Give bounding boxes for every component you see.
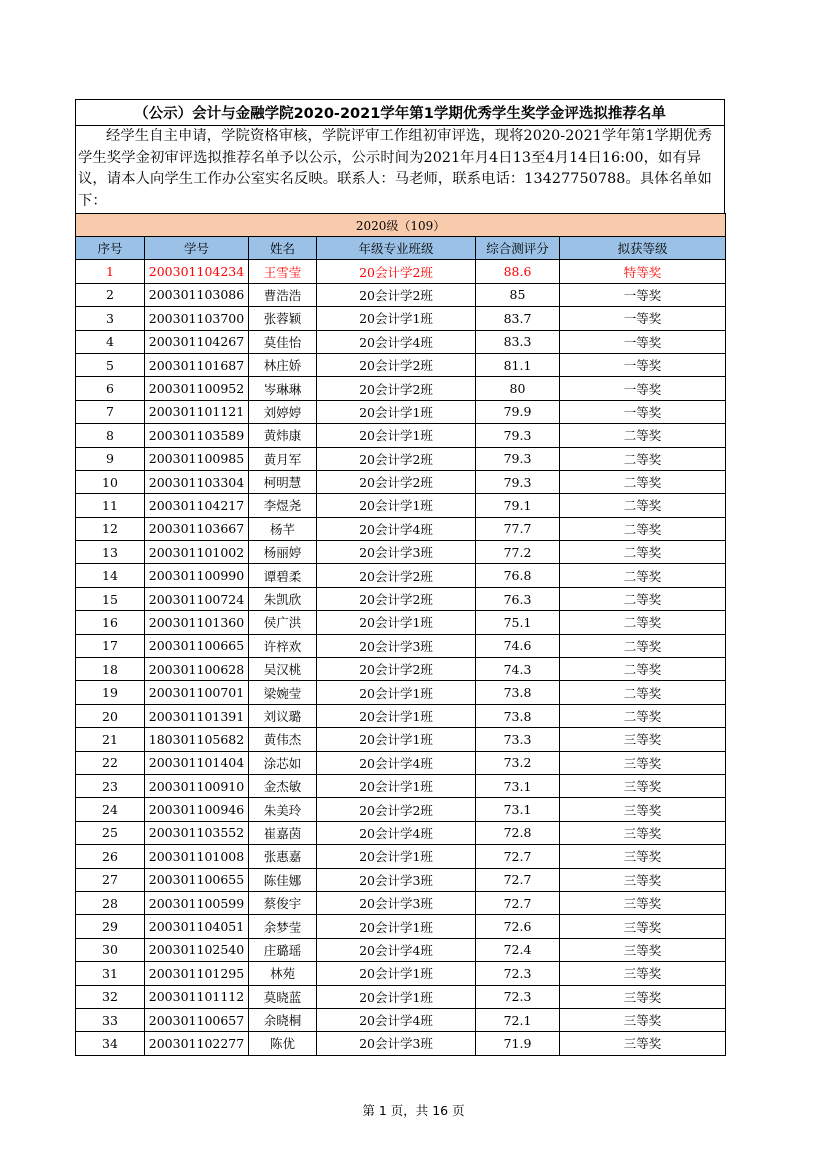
cell-award: 三等奖 [560, 962, 726, 985]
cell-class: 20会计学2班 [317, 353, 476, 376]
cell-score: 80 [476, 377, 560, 400]
cell-class: 20会计学1班 [317, 985, 476, 1008]
cell-class: 20会计学4班 [317, 751, 476, 774]
cell-name: 李煜尧 [249, 494, 317, 517]
cell-name: 余晓桐 [249, 1008, 317, 1031]
table-row [76, 774, 726, 797]
cell-score: 79.1 [476, 494, 560, 517]
cell-award: 二等奖 [560, 587, 726, 610]
cell-class: 20会计学3班 [317, 541, 476, 564]
cell-student-id: 200301104217 [145, 494, 249, 517]
cell-award: 二等奖 [560, 634, 726, 657]
cell-index: 29 [76, 915, 145, 938]
cell-name: 涂芯如 [249, 751, 317, 774]
cell-name: 张蓉颖 [249, 307, 317, 330]
cell-name: 黄炜康 [249, 424, 317, 447]
cell-student-id: 200301101404 [145, 751, 249, 774]
cell-award: 一等奖 [560, 377, 726, 400]
table-row [76, 962, 726, 985]
cell-name: 莫晓蓝 [249, 985, 317, 1008]
cell-student-id: 200301104051 [145, 915, 249, 938]
table-row [76, 470, 726, 493]
cell-class: 20会计学1班 [317, 728, 476, 751]
table-row [76, 751, 726, 774]
cell-award: 三等奖 [560, 751, 726, 774]
cell-class: 20会计学4班 [317, 1008, 476, 1031]
cell-student-id: 200301100655 [145, 868, 249, 891]
table-row [76, 658, 726, 681]
cell-class: 20会计学4班 [317, 821, 476, 844]
table-row [76, 868, 726, 891]
cell-student-id: 200301101360 [145, 611, 249, 634]
table-row [76, 915, 726, 938]
cell-student-id: 200301100990 [145, 564, 249, 587]
cell-name: 朱美玲 [249, 798, 317, 821]
cell-student-id: 200301100701 [145, 681, 249, 704]
cell-class: 20会计学4班 [317, 517, 476, 540]
table-row [76, 891, 726, 914]
cell-name: 朱凯欣 [249, 587, 317, 610]
cell-class: 20会计学3班 [317, 891, 476, 914]
cell-student-id: 200301100985 [145, 447, 249, 470]
cell-index: 3 [76, 307, 145, 330]
cell-index: 7 [76, 400, 145, 423]
table-row [76, 447, 726, 470]
table-row [76, 704, 726, 727]
cell-score: 72.8 [476, 821, 560, 844]
cell-score: 83.7 [476, 307, 560, 330]
cell-index: 24 [76, 798, 145, 821]
cell-class: 20会计学2班 [317, 470, 476, 493]
cell-award: 一等奖 [560, 353, 726, 376]
cell-award: 二等奖 [560, 517, 726, 540]
cell-award: 一等奖 [560, 330, 726, 353]
cell-class: 20会计学2班 [317, 798, 476, 821]
table-row [76, 611, 726, 634]
cell-student-id: 180301105682 [145, 728, 249, 751]
cell-student-id: 200301101121 [145, 400, 249, 423]
cell-index: 12 [76, 517, 145, 540]
cell-award: 三等奖 [560, 985, 726, 1008]
cell-award: 二等奖 [560, 704, 726, 727]
table-row [76, 283, 726, 306]
cell-student-id: 200301103667 [145, 517, 249, 540]
cell-award: 三等奖 [560, 1008, 726, 1031]
cell-index: 25 [76, 821, 145, 844]
cell-student-id: 200301104234 [145, 260, 249, 283]
cell-index: 14 [76, 564, 145, 587]
table-row [76, 681, 726, 704]
cell-class: 20会计学1班 [317, 962, 476, 985]
cell-student-id: 200301104267 [145, 330, 249, 353]
cell-award: 二等奖 [560, 447, 726, 470]
cell-student-id: 200301100910 [145, 774, 249, 797]
table-row [76, 1008, 726, 1031]
cell-award: 三等奖 [560, 1032, 726, 1055]
cell-index: 6 [76, 377, 145, 400]
cell-class: 20会计学1班 [317, 845, 476, 868]
cell-award: 一等奖 [560, 400, 726, 423]
table-row [76, 798, 726, 821]
cell-name: 陈优 [249, 1032, 317, 1055]
cell-class: 20会计学2班 [317, 283, 476, 306]
cell-index: 32 [76, 985, 145, 1008]
cell-index: 33 [76, 1008, 145, 1031]
cell-score: 72.7 [476, 891, 560, 914]
cell-score: 72.3 [476, 962, 560, 985]
cell-class: 20会计学4班 [317, 938, 476, 961]
cell-class: 20会计学3班 [317, 868, 476, 891]
cell-class: 20会计学2班 [317, 564, 476, 587]
cell-name: 梁婉莹 [249, 681, 317, 704]
cell-index: 16 [76, 611, 145, 634]
cell-index: 17 [76, 634, 145, 657]
cell-award: 三等奖 [560, 728, 726, 751]
cell-class: 20会计学1班 [317, 307, 476, 330]
cell-score: 79.9 [476, 400, 560, 423]
cell-score: 72.6 [476, 915, 560, 938]
cell-score: 74.3 [476, 658, 560, 681]
cell-score: 73.1 [476, 774, 560, 797]
cell-award: 二等奖 [560, 564, 726, 587]
cell-score: 77.7 [476, 517, 560, 540]
page-footer: 第 1 页，共 16 页 [362, 1103, 465, 1118]
cell-index: 34 [76, 1032, 145, 1055]
cell-student-id: 200301100628 [145, 658, 249, 681]
cell-award: 二等奖 [560, 424, 726, 447]
cell-index: 13 [76, 541, 145, 564]
table-row [76, 517, 726, 540]
cell-class: 20会计学1班 [317, 494, 476, 517]
cell-name: 侯广洪 [249, 611, 317, 634]
cell-class: 20会计学3班 [317, 634, 476, 657]
cell-student-id: 200301101295 [145, 962, 249, 985]
cell-name: 莫佳怡 [249, 330, 317, 353]
table-row [76, 424, 726, 447]
cell-score: 76.3 [476, 587, 560, 610]
column-header-student-id: 学号 [145, 237, 249, 260]
cell-student-id: 200301101008 [145, 845, 249, 868]
cell-score: 72.3 [476, 985, 560, 1008]
cell-score: 72.4 [476, 938, 560, 961]
cell-index: 31 [76, 962, 145, 985]
cell-class: 20会计学1班 [317, 704, 476, 727]
cell-name: 蔡俊宇 [249, 891, 317, 914]
cell-index: 1 [76, 260, 145, 283]
cell-index: 15 [76, 587, 145, 610]
cell-student-id: 200301103304 [145, 470, 249, 493]
document-title: （公示）会计与金融学院2020-2021学年第1学期优秀学生奖学金评选拟推荐名单 [75, 99, 725, 126]
cell-score: 73.3 [476, 728, 560, 751]
table-row [76, 494, 726, 517]
cell-award: 三等奖 [560, 821, 726, 844]
cell-award: 三等奖 [560, 774, 726, 797]
cell-name: 陈佳娜 [249, 868, 317, 891]
grade-group-row [76, 214, 726, 237]
table-header-row [76, 237, 726, 260]
cell-index: 2 [76, 283, 145, 306]
cell-student-id: 200301100665 [145, 634, 249, 657]
table-row [76, 260, 726, 283]
cell-class: 20会计学1班 [317, 681, 476, 704]
column-header-name: 姓名 [249, 237, 317, 260]
cell-index: 28 [76, 891, 145, 914]
cell-student-id: 200301103552 [145, 821, 249, 844]
cell-award: 三等奖 [560, 845, 726, 868]
table-row [76, 728, 726, 751]
cell-student-id: 200301102277 [145, 1032, 249, 1055]
cell-score: 83.3 [476, 330, 560, 353]
cell-score: 71.9 [476, 1032, 560, 1055]
cell-index: 26 [76, 845, 145, 868]
cell-award: 三等奖 [560, 798, 726, 821]
table-row [76, 353, 726, 376]
cell-student-id: 200301101002 [145, 541, 249, 564]
table-row [76, 400, 726, 423]
cell-index: 10 [76, 470, 145, 493]
table-row [76, 1032, 726, 1055]
table-row [76, 564, 726, 587]
cell-award: 二等奖 [560, 658, 726, 681]
cell-index: 30 [76, 938, 145, 961]
cell-index: 11 [76, 494, 145, 517]
cell-student-id: 200301100599 [145, 891, 249, 914]
table-row [76, 307, 726, 330]
cell-score: 81.1 [476, 353, 560, 376]
cell-name: 刘婷婷 [249, 400, 317, 423]
cell-index: 8 [76, 424, 145, 447]
cell-index: 5 [76, 353, 145, 376]
cell-name: 曹浩浩 [249, 283, 317, 306]
cell-score: 74.6 [476, 634, 560, 657]
cell-score: 72.7 [476, 868, 560, 891]
cell-award: 二等奖 [560, 681, 726, 704]
table-row [76, 377, 726, 400]
cell-index: 27 [76, 868, 145, 891]
cell-student-id: 200301101391 [145, 704, 249, 727]
cell-score: 79.3 [476, 447, 560, 470]
cell-student-id: 200301101687 [145, 353, 249, 376]
cell-index: 21 [76, 728, 145, 751]
cell-award: 三等奖 [560, 915, 726, 938]
cell-index: 20 [76, 704, 145, 727]
cell-score: 73.8 [476, 704, 560, 727]
recommendation-table [75, 213, 726, 1056]
cell-name: 杨丽婷 [249, 541, 317, 564]
cell-class: 20会计学2班 [317, 260, 476, 283]
cell-score: 85 [476, 283, 560, 306]
cell-student-id: 200301100657 [145, 1008, 249, 1031]
table-row [76, 634, 726, 657]
cell-score: 77.2 [476, 541, 560, 564]
cell-student-id: 200301100952 [145, 377, 249, 400]
cell-name: 王雪莹 [249, 260, 317, 283]
column-header-score: 综合测评分 [476, 237, 560, 260]
cell-class: 20会计学4班 [317, 330, 476, 353]
column-header-class: 年级专业班级 [317, 237, 476, 260]
cell-name: 吴汉桃 [249, 658, 317, 681]
column-header-index: 序号 [76, 237, 145, 260]
cell-award: 二等奖 [560, 611, 726, 634]
notice-paragraph: 经学生自主申请，学院资格审核，学院评审工作组初审评选，现将2020-2021学年第1学期优秀学生奖学金初审评选拟推荐名单予以公示，公示时间为2021年月4日13至4月14日16:00，如有异议，请本人向学生工作办公室实名反映。联系人：马老师，联系电话：13427750788。具体名单如下： [75, 126, 725, 213]
cell-score: 79.3 [476, 424, 560, 447]
cell-index: 9 [76, 447, 145, 470]
cell-name: 黄月军 [249, 447, 317, 470]
table-row [76, 845, 726, 868]
cell-award: 特等奖 [560, 260, 726, 283]
cell-index: 22 [76, 751, 145, 774]
cell-score: 88.6 [476, 260, 560, 283]
cell-name: 林苑 [249, 962, 317, 985]
cell-student-id: 200301101112 [145, 985, 249, 1008]
cell-name: 林庄娇 [249, 353, 317, 376]
cell-index: 4 [76, 330, 145, 353]
cell-name: 刘议璐 [249, 704, 317, 727]
column-header-award: 拟获等级 [560, 237, 726, 260]
cell-class: 20会计学2班 [317, 658, 476, 681]
cell-score: 72.7 [476, 845, 560, 868]
cell-name: 金杰敏 [249, 774, 317, 797]
cell-award: 二等奖 [560, 470, 726, 493]
cell-score: 76.8 [476, 564, 560, 587]
cell-name: 谭碧柔 [249, 564, 317, 587]
cell-student-id: 200301103700 [145, 307, 249, 330]
cell-score: 73.2 [476, 751, 560, 774]
cell-class: 20会计学1班 [317, 611, 476, 634]
cell-award: 一等奖 [560, 307, 726, 330]
cell-index: 19 [76, 681, 145, 704]
cell-award: 二等奖 [560, 494, 726, 517]
cell-award: 三等奖 [560, 868, 726, 891]
cell-award: 三等奖 [560, 938, 726, 961]
cell-class: 20会计学2班 [317, 587, 476, 610]
cell-student-id: 200301100946 [145, 798, 249, 821]
cell-name: 张惠嘉 [249, 845, 317, 868]
table-row [76, 587, 726, 610]
cell-student-id: 200301100724 [145, 587, 249, 610]
cell-award: 三等奖 [560, 891, 726, 914]
scholarship-sheet [75, 99, 724, 1056]
cell-index: 23 [76, 774, 145, 797]
cell-score: 73.8 [476, 681, 560, 704]
cell-class: 20会计学1班 [317, 915, 476, 938]
cell-score: 79.3 [476, 470, 560, 493]
cell-name: 杨芊 [249, 517, 317, 540]
grade-group-label: 2020级（109） [76, 214, 726, 237]
cell-class: 20会计学1班 [317, 774, 476, 797]
cell-class: 20会计学1班 [317, 400, 476, 423]
cell-student-id: 200301103086 [145, 283, 249, 306]
cell-name: 余梦莹 [249, 915, 317, 938]
cell-class: 20会计学2班 [317, 377, 476, 400]
cell-name: 庄璐瑶 [249, 938, 317, 961]
cell-name: 崔嘉茵 [249, 821, 317, 844]
cell-class: 20会计学2班 [317, 447, 476, 470]
cell-index: 18 [76, 658, 145, 681]
cell-class: 20会计学3班 [317, 1032, 476, 1055]
cell-score: 72.1 [476, 1008, 560, 1031]
cell-name: 柯明慧 [249, 470, 317, 493]
cell-name: 黄伟杰 [249, 728, 317, 751]
cell-name: 岑琳琳 [249, 377, 317, 400]
table-row [76, 938, 726, 961]
cell-score: 75.1 [476, 611, 560, 634]
cell-student-id: 200301102540 [145, 938, 249, 961]
cell-name: 许梓欢 [249, 634, 317, 657]
cell-award: 一等奖 [560, 283, 726, 306]
cell-score: 73.1 [476, 798, 560, 821]
cell-student-id: 200301103589 [145, 424, 249, 447]
cell-class: 20会计学1班 [317, 424, 476, 447]
table-row [76, 330, 726, 353]
table-row [76, 985, 726, 1008]
table-row [76, 541, 726, 564]
cell-award: 二等奖 [560, 541, 726, 564]
table-row [76, 821, 726, 844]
